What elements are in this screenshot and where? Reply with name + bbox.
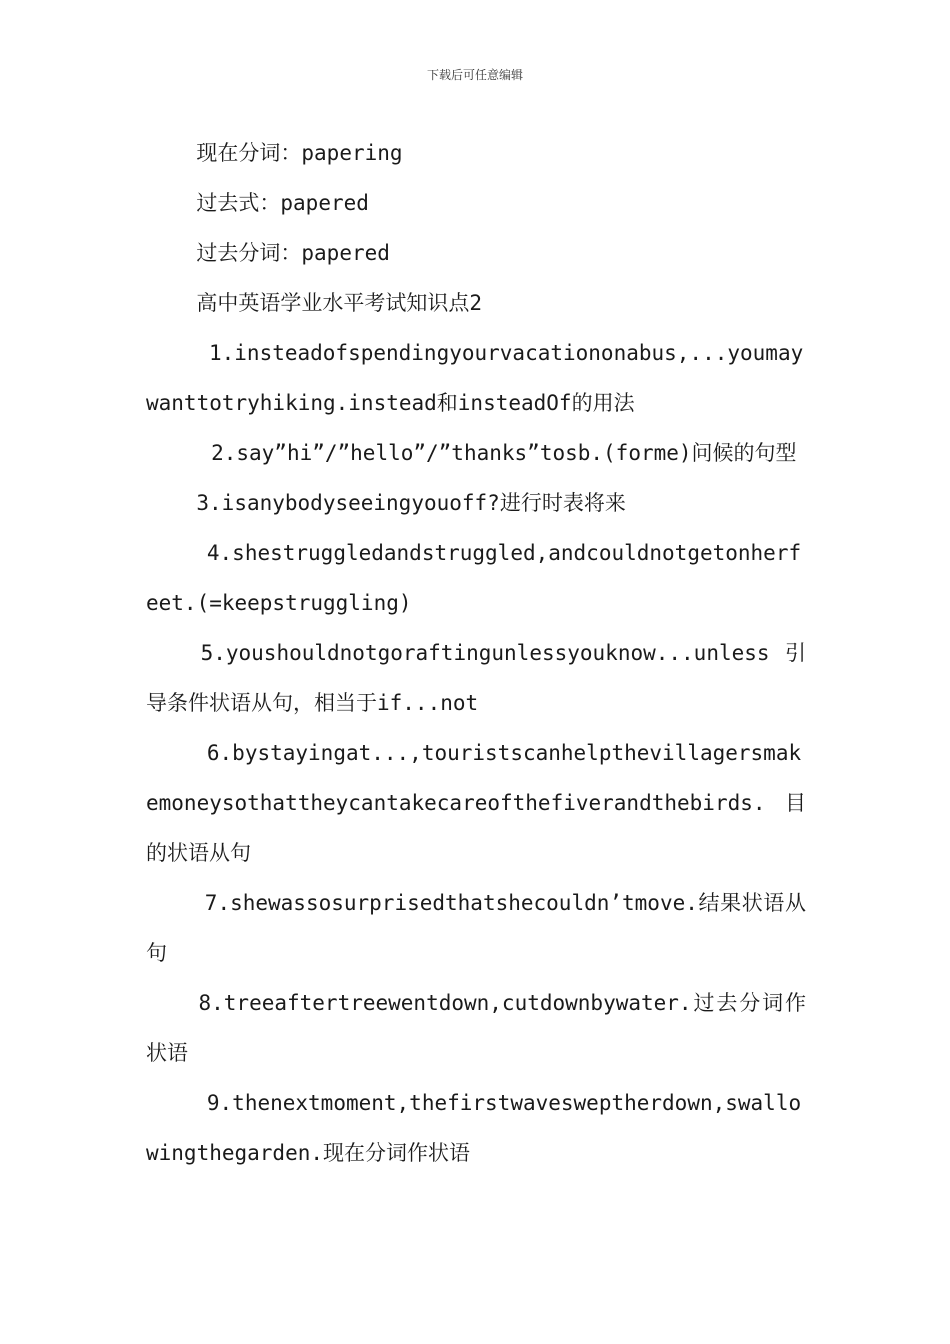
- knowledge-point-7: 7.shewassosurprisedthatshecouldn’tmove.结果状语从句: [146, 891, 806, 965]
- knowledge-point-6: 6.bystayingat...,touristscanhelpthevillagersmakemoneysothattheycantakecareofthefiverandthebirds. 目的状语从句: [146, 741, 806, 865]
- section-heading: 高中英语学业水平考试知识点2: [196, 291, 483, 315]
- knowledge-point-3: 3.isanybodyseeingyouoff?进行时表将来: [196, 491, 626, 515]
- knowledge-point-5: 5.youshouldnotgoraftingunlessyouknow...unless引导条件状语从句，相当于if...not: [146, 641, 806, 715]
- paragraph-present-participle: 现在分词：papering: [196, 141, 403, 165]
- knowledge-point-8: 8.treeaftertreewentdown,cutdownbywater.过去分词作状语: [146, 991, 806, 1065]
- document-body: [146, 128, 806, 1178]
- knowledge-point-4: 4.shestruggledandstruggled,andcouldnotgetonherfeet.(=keepstruggling): [146, 541, 802, 615]
- knowledge-point-1: 1.insteadofspendingyourvacationonabus,...youmaywanttotryhiking.instead和insteadOf的用法: [146, 341, 804, 415]
- paragraph-past-tense: 过去式：papered: [196, 191, 369, 215]
- knowledge-point-9: 9.thenextmoment,thefirstwavesweptherdown,swallowingthegarden.现在分词作状语: [146, 1091, 802, 1165]
- page-header: 下载后可任意编辑: [426, 68, 523, 82]
- paragraph-past-participle: 过去分词：papered: [196, 241, 390, 265]
- knowledge-point-2: 2.say”hi”/”hello”/”thanks”tosb.(forme)问候的句型: [211, 441, 797, 465]
